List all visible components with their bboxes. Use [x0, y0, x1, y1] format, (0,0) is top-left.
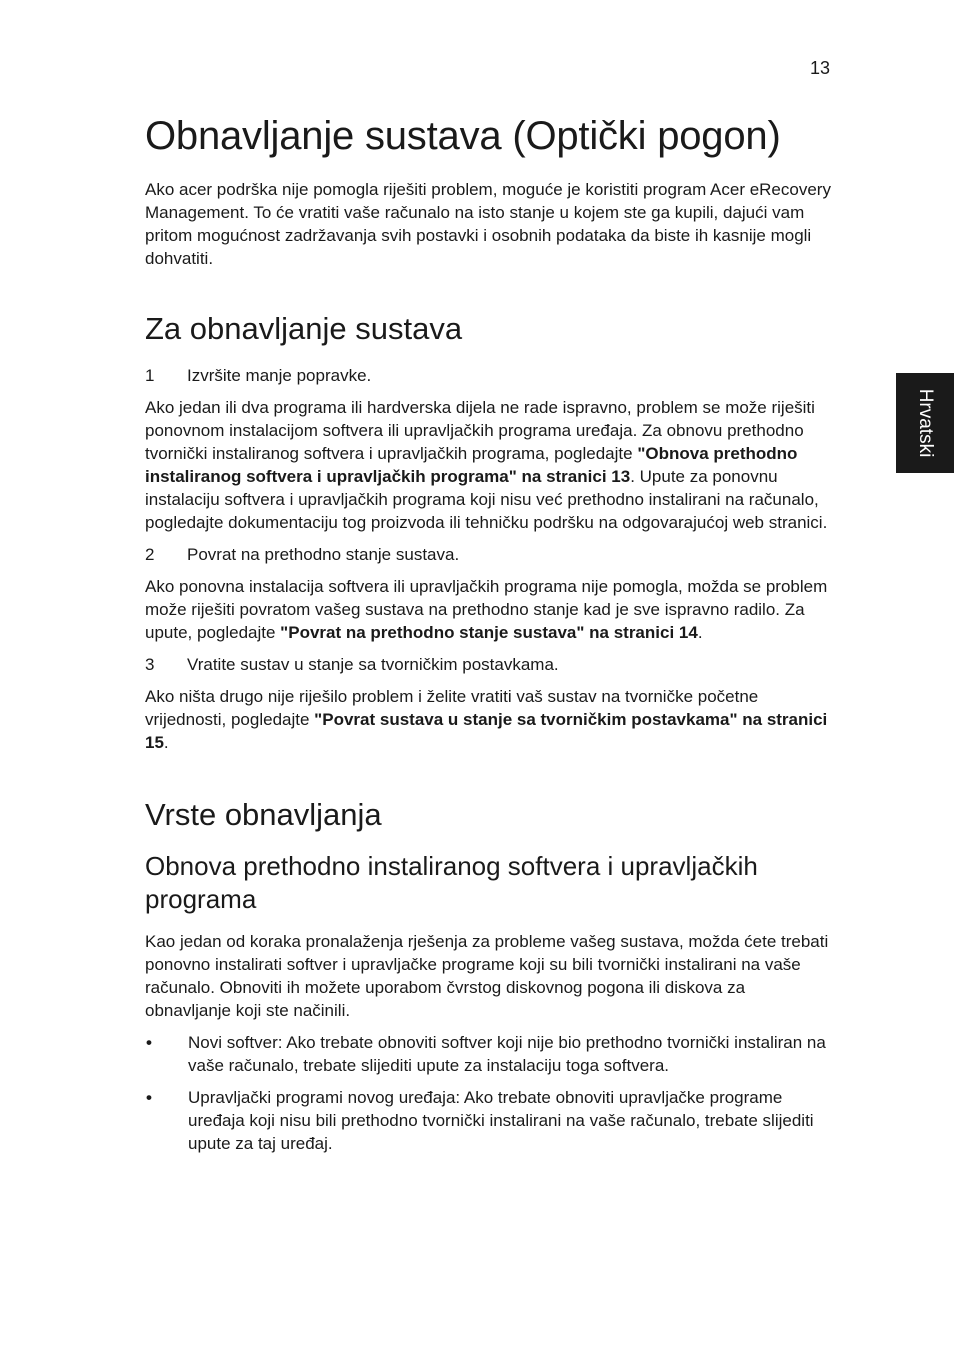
language-tab-label: Hrvatski [915, 388, 936, 458]
step-2-reference-link[interactable]: "Povrat na prethodno stanje sustava" na stranici 14 [280, 623, 698, 642]
language-tab [896, 373, 954, 473]
step-3-text: Ako ništa drugo nije riješilo problem i želite vratiti vaš sustav na tvorničke početne vrijednosti, pogledajte [145, 687, 759, 729]
step-1-text-end: . Upute za ponovnu instalaciju softvera i upravljačkih programa koji nisu već prethodno instalirani na računalo, pogledajte dokumentaciju tog proizvoda ili tehničku podršku na odgovarajućoj web stranici. [145, 467, 828, 532]
bullet-icon: • [146, 1088, 152, 1107]
bullet-item [145, 1086, 833, 1155]
bullet-item [145, 1031, 833, 1077]
page-title: Obnavljanje sustava (Optički pogon) [145, 114, 781, 158]
section-heading-recovery-types: Vrste obnavljanja [145, 797, 382, 832]
step-label: Vratite sustav u stanje sa tvorničkim postavkama. [187, 655, 559, 674]
step-1 [145, 364, 833, 387]
step-label: Povrat na prethodno stanje sustava. [187, 545, 460, 564]
step-3-reference-link[interactable]: "Povrat sustava u stanje sa tvorničkim postavkama" na stranici 15 [145, 710, 828, 752]
step-label: Izvršite manje popravke. [187, 366, 372, 385]
step-3 [145, 653, 833, 676]
section-heading-restore: Za obnavljanje sustava [145, 311, 463, 346]
step-number: 2 [145, 545, 155, 564]
subsection-paragraph: Kao jedan od koraka pronalaženja rješenja za probleme vašeg sustava, možda ćete trebati ponovno instalirati softver i upravljačke programe koji su bili tvornički instalirani na vaše računalo. Obnoviti ih možete uporabom čvrstog diskovnog pogona ili diskova za obnavljanje koji ste načinili. [145, 932, 829, 1020]
step-1-reference-link[interactable]: "Obnova prethodno instaliranog softvera i upravljačkih programa" na stranici 13 [145, 444, 798, 486]
bullet-text: Novi softver: Ako trebate obnoviti softver koji nije bio prethodno tvornički instaliran na vaše računalo, trebate slijediti upute za instalaciju toga softvera. [188, 1033, 826, 1075]
step-1-paragraph [145, 396, 833, 534]
page-content [145, 112, 833, 1164]
step-2-text-end: . [697, 623, 703, 642]
bullet-icon: • [146, 1033, 152, 1052]
bullet-text: Upravljački programi novog uređaja: Ako trebate obnoviti upravljačke programe uređaja koji nisu bili prethodno tvornički instalirani na vaše računalo, trebate slijediti upute za taj uređaj. [188, 1088, 814, 1153]
step-2-text: Ako ponovna instalacija softvera ili upravljačkih programa nije pomogla, možda se problem može riješiti povratom vašeg sustava na prethodno stanje kad je sve ispravno radilo. Za upute, pogledajte [145, 577, 828, 642]
intro-paragraph: Ako acer podrška nije pomogla riješiti problem, moguće je koristiti program Acer eRecovery Management. To će vratiti vaše računalo na isto stanje u kojem ste ga kupili, dajući vam pritom mogućnost zadržavanja svih postavki i osobnih podataka da biste ih kasnije mogli dohvatiti. [145, 180, 831, 268]
step-3-paragraph [145, 685, 833, 754]
step-number: 3 [145, 655, 155, 674]
step-number: 1 [145, 366, 155, 385]
step-3-text-end: . [163, 733, 169, 752]
subsection-heading: Obnova prethodno instaliranog softvera i upravljačkih programa [145, 851, 758, 914]
page-number: 13 [809, 58, 830, 78]
step-2 [145, 543, 833, 566]
step-2-paragraph [145, 575, 833, 644]
step-1-text: Ako jedan ili dva programa ili hardverska dijela ne rade ispravno, problem se može riješiti ponovnom instalacijom softvera ili upravljačkih programa uređaja. Za obnovu prethodno tvornički instaliranog softvera i upravljačkih programa, pogledajte [145, 398, 815, 463]
